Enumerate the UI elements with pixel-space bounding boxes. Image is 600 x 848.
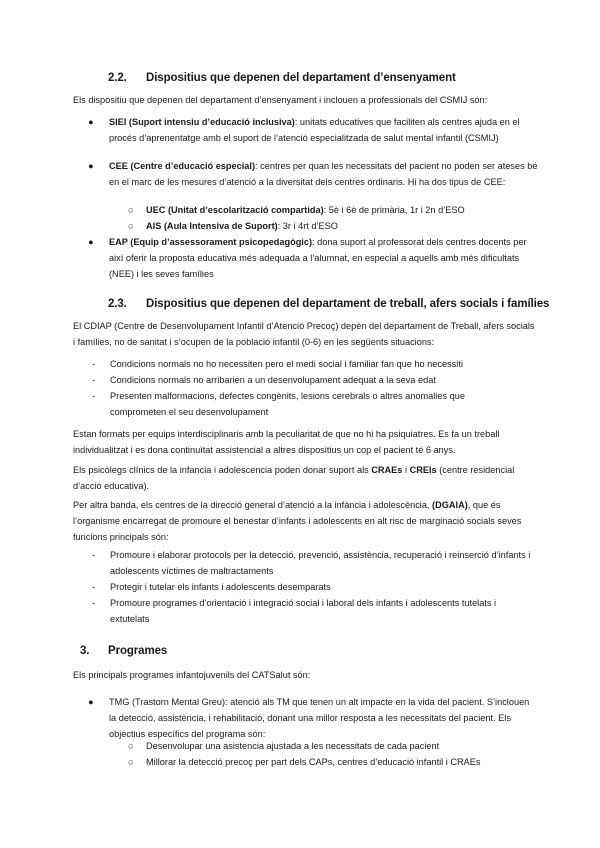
paragraph: Estan formats per equips interdisciplinaris amb la peculiaritat de que no hi ha psiquiatres. Es fa un treball individualitzat i es dona continuïtat assistencial a altres dispositius un cop el pacient té 6 anys. [73, 429, 500, 455]
paragraph-text: Per altra banda, els centres de la direcció general d’atenció a la infància i adolescència, [73, 500, 433, 510]
dash-marker: - [92, 391, 96, 401]
section-title: Dispositius que depenen del departament d’ensenyament [146, 72, 456, 84]
list-item-text: Promoure programes d’orientació i integració social i laboral dels infants i adolescents tutelats i extutelats [110, 598, 497, 624]
bullet-marker: ● [88, 237, 94, 247]
list-item-text: Promoure i elaborar protocols per la detecció, prevenció, assistència, recuperació i reinserció d’infants i adolescents víctimes de maltractaments [110, 550, 531, 576]
bullet-marker: ● [88, 117, 94, 127]
dash-marker: - [92, 582, 96, 592]
paragraph-text: Els psicòlegs clínics de la infancia i adolescencia poden donar suport als [73, 465, 372, 475]
description: : 3r i 4rt d’ESO [277, 221, 338, 231]
description: : unitats educatives que faciliten als centres ajuda en el procés d’aprenentatge amb el suport de l’atenció especialitzada de salut mental infantil (CSMIJ) [109, 117, 520, 143]
dash-marker: - [92, 359, 96, 369]
list-item-text: Protegir i tutelar els infants i adolescents desemparats [110, 582, 331, 592]
list-item-text: TMG (Trastorn Mental Greu): atenció als TM que tenen un alt impacte en la vida del pacient. S’inclouen la detecció, assistència, i rehabilitació, donant una millor resposta a les necessitats del pacient. Els objectius específics del programa són: [109, 697, 530, 739]
section-title: Dispositius que depenen del departament de treball, afers socials i famílies [146, 298, 550, 310]
list-item-text: Desenvolupar una asistencia ajustada a les necessitats de cada pacient [146, 741, 440, 751]
intro-paragraph: Els dispositiu que depenen del departament d’ensenyament i inclouen a professionals del CSMIJ són: [73, 95, 488, 105]
description: : centres per quan les necessitats del pacient no poden ser ateses bé en el marc de les mesures d’atenció a la diversitat dels centres ordinaris. Hi ha dos tipus de CEE: [109, 161, 538, 187]
section-number: 2.3. [108, 298, 127, 310]
term: UEC (Unitat d’escolarització compartida) [146, 205, 324, 215]
paragraph [73, 497, 533, 545]
paragraph [73, 462, 529, 494]
term: (DGAIA) [432, 500, 468, 510]
intro-paragraph: Els principals programes infantojuvenils del CATSalut són: [73, 670, 311, 680]
bullet-marker: ● [88, 697, 94, 707]
section-number: 3. [80, 645, 90, 657]
intro-paragraph: El CDIAP (Centre de Desenvolupament Infantil d’Atenció Precoç) depèn del departament de Treball, afers socials i famílies, no de sanitat i s’ocupen de la població infantil (0-6) en les següents situacions: [73, 321, 535, 347]
description: : 5è i 6è de primària, 1r i 2n d’ESO [323, 205, 465, 215]
list-item-text: Condicions normals no ho necessiten pero el medi social i familiar fan que ho necessiti [110, 359, 463, 369]
term: CREIs [409, 465, 437, 475]
paragraph-text: (centre residencial d’acció educativa). [73, 465, 515, 491]
term: SIEI (Suport intensiu d’educació inclusiva) [109, 117, 295, 127]
term: EAP (Equip d’assessorament psicopedagògic) [109, 237, 313, 247]
dash-marker: - [92, 375, 96, 385]
term: CEE (Centre d’educació especial) [109, 161, 256, 171]
list-item-text: Presenten malformacions, defectes congènits, lesions cerebrals o altres anomalies que comprometen el seu desenvolupament [110, 391, 465, 417]
list-item-text: Millorar la detecció precoç per part dels CAPs, centres d’educació infantil i CRAEs [146, 757, 481, 767]
section-title: Programes [108, 645, 168, 657]
description: : dona suport al professorat dels centres docents per així oferir la proposta educativa més adequada a l’alumnat, en especial a aquells amb més dificultats (NEE) i les seves famílies [109, 237, 527, 279]
dash-marker: - [92, 550, 96, 560]
paragraph-text: , que és l’organisme encarregat de promoure el benestar d’infants i adolescents en alt risc de marginació socials seves funcions principals són: [73, 500, 522, 542]
circle-marker: ○ [128, 757, 134, 767]
term: CRAEs [371, 465, 403, 475]
term: AIS (Aula Intensiva de Suport) [146, 221, 278, 231]
dash-marker: - [92, 598, 96, 608]
bullet-marker: ● [88, 161, 94, 171]
circle-marker: ○ [128, 205, 134, 215]
list-item-text: Condicions normals no arribarien a un desenvolupament adequat a la seva edat [110, 375, 436, 385]
paragraph-text: i [402, 465, 410, 475]
circle-marker: ○ [128, 741, 134, 751]
circle-marker: ○ [128, 221, 134, 231]
section-number: 2.2. [108, 72, 127, 84]
